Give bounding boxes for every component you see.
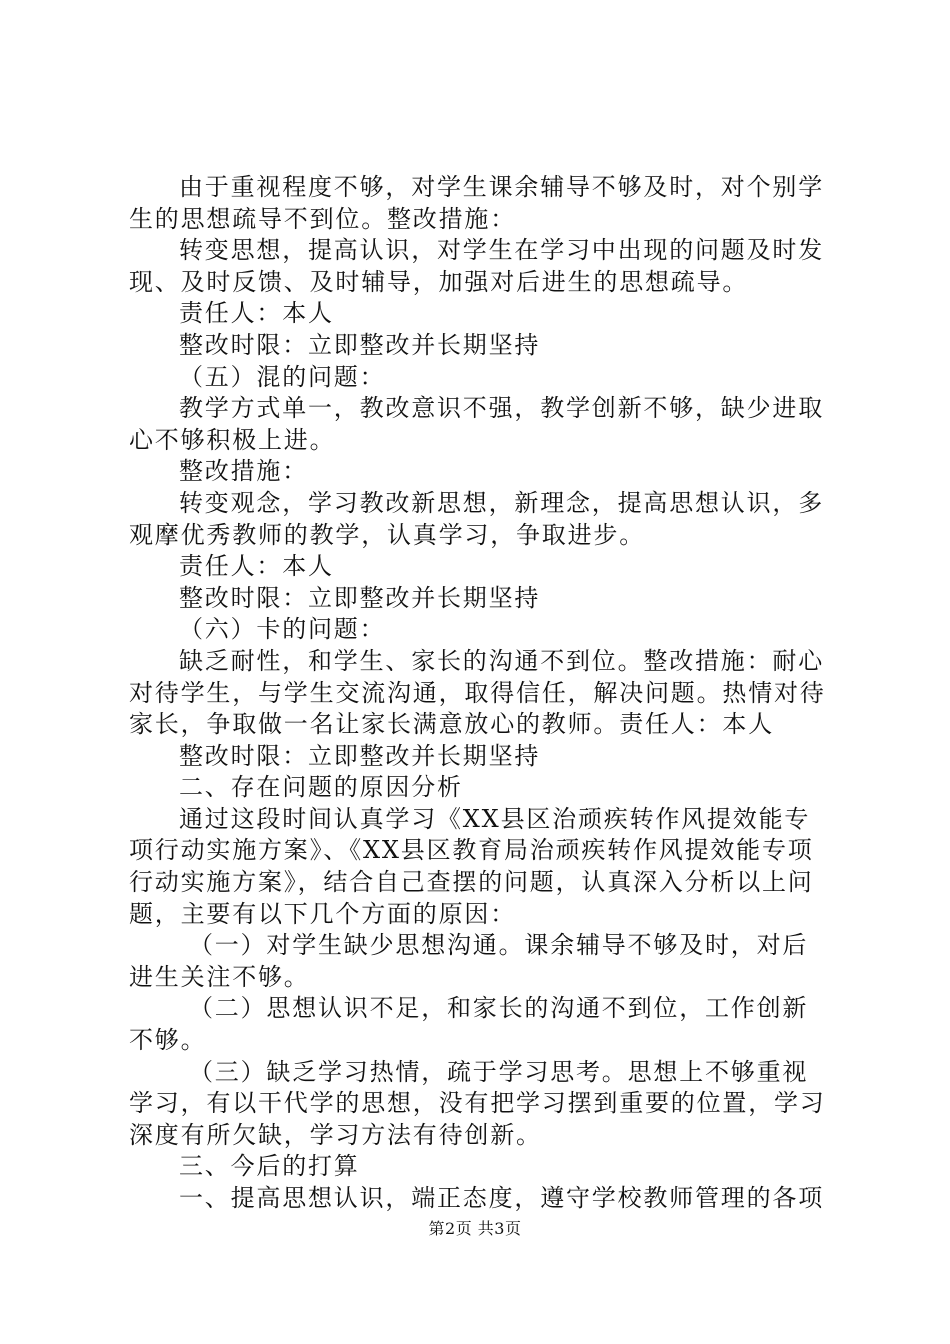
paragraph: 整改时限：立即整改并长期坚持 <box>179 741 541 770</box>
section-heading: （六）卡的问题： <box>179 615 386 644</box>
document-body <box>129 172 829 1215</box>
paragraph: （二）思想认识不足，和家长的沟通不到位，工作创新不够。 <box>129 994 809 1055</box>
section-heading: （五）混的问题： <box>179 362 386 391</box>
paragraph: 责任人：本人 <box>179 552 334 581</box>
section-heading: 二、存在问题的原因分析 <box>179 773 463 802</box>
paragraph: 由于重视程度不够，对学生课余辅导不够及时，对个别学生的思想疏导不到位。整改措施： <box>129 173 824 233</box>
paragraph: 转变观念，学习教改新思想，新理念，提高思想认识，多观摩优秀教师的教学，认真学习，争取进步。 <box>129 488 824 549</box>
section-heading: 三、今后的打算 <box>179 1152 360 1181</box>
paragraph: 缺乏耐性，和学生、家长的沟通不到位。整改措施：耐心对待学生，与学生交流沟通，取得信任，解决问题。热情对待家长，争取做一名让家长满意放心的教师。责任人：本人 <box>129 646 826 739</box>
paragraph: 整改措施： <box>179 457 308 486</box>
paragraph: 转变思想，提高认识，对学生在学习中出现的问题及时发现、及时反馈、及时辅导，加强对后进生的思想疏导。 <box>129 236 824 296</box>
paragraph: 通过这段时间认真学习《XX县区治顽疾转作风提效能专项行动实施方案》、《XX县区教育局治顽疾转作风提效能专项行动实施方案》，结合自己查摆的问题，认真深入分析以上问题，主要有以下几个方面的原因： <box>129 804 814 928</box>
paragraph: （三）缺乏学习热情，疏于学习思考。思想上不够重视学习，有以干代学的思想，没有把学习摆到重要的位置，学习深度有所欠缺，学习方法有待创新。 <box>129 1057 826 1149</box>
page-footer: 第2页 共3页 <box>428 1219 522 1238</box>
paragraph: 责任人：本人 <box>179 299 334 328</box>
paragraph: 教学方式单一，教改意识不强，教学创新不够，缺少进取心不够积极上进。 <box>129 394 824 454</box>
paragraph: 一、提高思想认识，端正态度，遵守学校教师管理的各项 <box>179 1184 824 1212</box>
paragraph: 整改时限：立即整改并长期坚持 <box>179 583 541 612</box>
paragraph: 整改时限：立即整改并长期坚持 <box>179 330 541 359</box>
paragraph: （一）对学生缺少思想沟通。课余辅导不够及时，对后进生关注不够。 <box>129 931 809 991</box>
